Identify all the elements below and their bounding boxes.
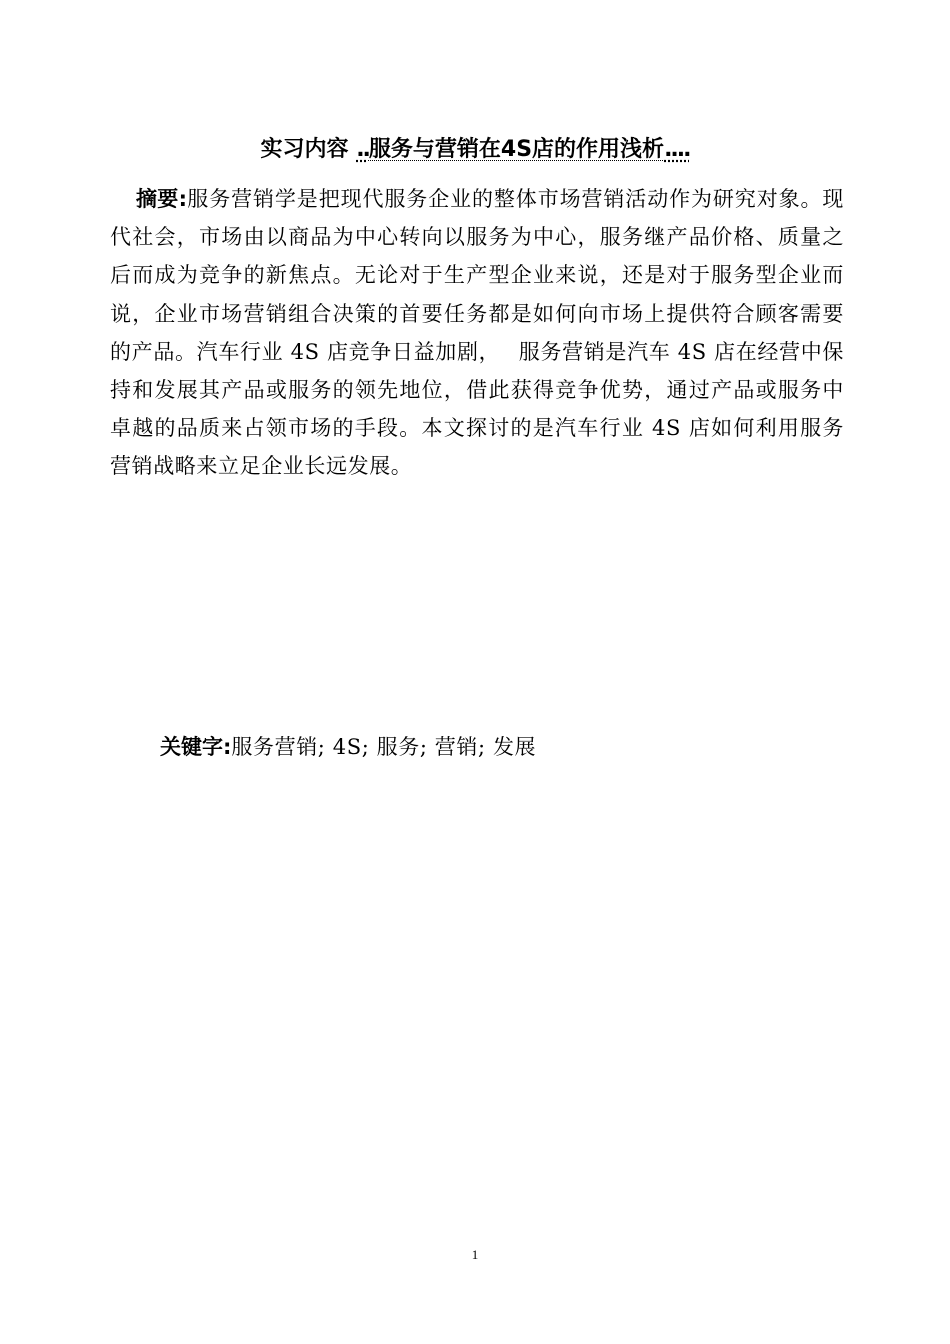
title-prefix: 实习内容: [260, 137, 349, 162]
keywords-line: [160, 728, 860, 766]
page-number: 1: [471, 1247, 479, 1262]
document-title: [0, 132, 950, 168]
abstract-text: 服务营销学是把现代服务企业的整体市场营销活动作为研究对象。现代社会，市场由以商品为中心转向以服务为中心，服务继产品价格、质量之后而成为竞争的新焦点。无论对于生产型企业来说，还是对于服务型企业而说，企业市场营销组合决策的首要任务都是如何向市场上提供符合顾客需要的产品。汽车行业 4S 店竞争日益加剧， 服务营销是汽车 4S 店在经营中保持和发展其产品或服务的领先地位，借此获得竞争优势，通过产品或服务中卓越的品质来占领市场的手段。本文探讨的是汽车行业 4S 店如何利用服务营销战略来立足企业长远发展。: [110, 187, 844, 479]
abstract-paragraph: [110, 180, 844, 486]
keywords-text: 服务营销; 4S; 服务; 营销; 发展: [231, 735, 537, 759]
title-dots-right: ....: [664, 137, 690, 162]
title-dots-left: ..: [356, 137, 369, 162]
abstract-label: 摘要:: [136, 187, 187, 211]
title-main: 服务与营销在4S店的作用浅析: [368, 137, 665, 162]
keywords-label: 关键字:: [160, 735, 232, 759]
